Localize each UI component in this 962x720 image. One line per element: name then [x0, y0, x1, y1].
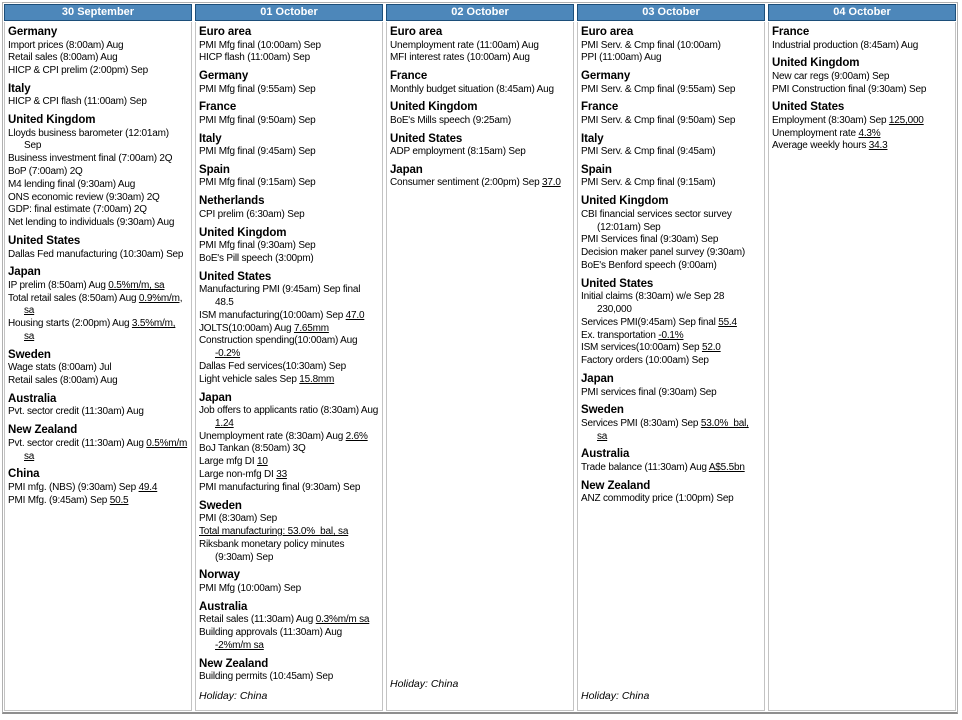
event-line	[199, 539, 379, 565]
country-heading: Spain	[581, 163, 612, 176]
event-value-underlined: 53.0% bal, sa	[597, 417, 749, 442]
event-line	[199, 52, 379, 65]
event-line	[581, 260, 761, 273]
event-text: PMI Mfg final (9:30am) Sep	[199, 240, 316, 252]
calendar-column-5	[768, 4, 956, 711]
event-text: JOLTS(10:00am) Aug	[199, 322, 294, 334]
event-text: Large mfg DI	[199, 456, 257, 468]
country-heading: United States	[772, 101, 845, 114]
event-line	[581, 84, 761, 97]
country-heading: Italy	[8, 82, 31, 95]
event-line	[8, 375, 188, 388]
event-line	[199, 177, 379, 190]
event-line	[199, 310, 379, 323]
event-text: Consumer sentiment (2:00pm) Sep	[390, 177, 543, 189]
country-heading: United Kingdom	[581, 195, 669, 208]
event-text: ONS economic review (9:30am) 2Q	[8, 191, 160, 203]
event-text: PMI Construction final (9:30am) Sep	[772, 83, 927, 95]
event-text: Dallas Fed manufacturing (10:30am) Sep	[8, 248, 184, 260]
event-line	[199, 40, 379, 53]
country-heading: United States	[390, 132, 463, 145]
calendar-table	[4, 4, 956, 711]
event-line	[199, 456, 379, 469]
event-text: PMI mfg. (NBS) (9:30am) Sep	[8, 481, 139, 493]
event-line	[581, 52, 761, 65]
event-text: Riksbank monetary policy minutes (9:30am) Sep	[199, 538, 345, 563]
country-heading: France	[581, 101, 619, 114]
event-line	[199, 209, 379, 222]
event-text: BoE's Pill speech (3:00pm)	[199, 252, 314, 264]
country-heading: United Kingdom	[390, 101, 478, 114]
event-line	[581, 209, 761, 235]
event-value-underlined: -0.1%	[658, 329, 684, 341]
event-text: PMI Mfg. (9:45am) Sep	[8, 494, 110, 506]
country-heading: Japan	[199, 391, 232, 404]
event-text: Employment (8:30am) Sep	[772, 114, 889, 126]
column-body	[386, 22, 574, 711]
event-line	[8, 204, 188, 217]
column-date-header: 04 October	[768, 4, 956, 21]
event-text: PMI (8:30am) Sep	[199, 513, 277, 525]
event-text: PMI Serv. & Cmp final (10:00am)	[581, 39, 721, 51]
event-text: Retail sales (8:00am) Aug	[8, 52, 118, 64]
event-text: Unemployment rate (11:00am) Aug	[390, 39, 539, 51]
column-body	[195, 22, 383, 711]
calendar-column-4	[577, 4, 765, 711]
event-text: Job offers to applicants ratio (8:30am) Aug	[199, 405, 379, 417]
country-heading: United Kingdom	[199, 226, 287, 239]
event-value-underlined: 1.24	[215, 417, 234, 429]
event-text: Dallas Fed services(10:30am) Sep	[199, 360, 346, 372]
event-line	[581, 146, 761, 159]
event-text: Unemployment rate	[772, 127, 859, 139]
event-line	[199, 583, 379, 596]
event-line	[581, 234, 761, 247]
event-line	[199, 526, 379, 539]
event-line	[581, 330, 761, 343]
event-text: PMI Serv. & Cmp final (9:55am) Sep	[581, 83, 736, 95]
event-line	[8, 362, 188, 375]
country-heading: United States	[581, 277, 654, 290]
event-text: ANZ commodity price (1:00pm) Sep	[581, 493, 734, 505]
event-line	[8, 217, 188, 230]
event-line	[8, 249, 188, 262]
event-line	[8, 293, 188, 319]
event-line	[581, 291, 761, 317]
event-text: Pvt. sector credit (11:30am) Aug	[8, 406, 144, 418]
event-line	[199, 335, 379, 361]
country-heading: New Zealand	[199, 657, 269, 670]
event-line	[581, 387, 761, 400]
event-text: Ex. transportation	[581, 329, 659, 341]
event-line	[581, 342, 761, 355]
event-value-underlined: 47.0	[345, 309, 365, 321]
event-text: M4 lending final (9:30am) Aug	[8, 178, 136, 190]
column-date-header: 02 October	[386, 4, 574, 21]
event-line	[8, 166, 188, 179]
event-text: BoJ Tankan (8:50am) 3Q	[199, 443, 306, 455]
column-body	[577, 22, 765, 711]
calendar-column-3	[386, 4, 574, 711]
event-line	[8, 495, 188, 508]
holiday-note: Holiday: China	[390, 678, 459, 690]
country-heading: Japan	[8, 266, 41, 279]
event-line	[8, 128, 188, 154]
country-heading: Australia	[8, 392, 57, 405]
event-line	[581, 115, 761, 128]
event-line	[199, 513, 379, 526]
event-text: Light vehicle sales Sep	[199, 373, 300, 385]
event-text: Initial claims (8:30am) w/e Sep 28 230,000	[581, 291, 725, 316]
country-heading: United Kingdom	[772, 57, 860, 70]
country-heading: United Kingdom	[8, 114, 96, 127]
event-line	[199, 253, 379, 266]
event-value-underlined: 34.3	[868, 140, 888, 152]
event-text: PMI Mfg final (9:15am) Sep	[199, 177, 316, 189]
event-text: Business investment final (7:00am) 2Q	[8, 153, 173, 165]
event-value-underlined: -0.2%	[215, 348, 241, 360]
event-value-underlined: 3.5%m/m, sa	[24, 318, 176, 343]
event-text: HICP & CPI flash (11:00am) Sep	[8, 96, 147, 108]
event-line	[772, 84, 952, 97]
country-heading: Euro area	[199, 26, 252, 38]
event-line	[199, 323, 379, 336]
event-text: Pvt. sector credit (11:30am) Aug	[8, 437, 147, 449]
event-value-underlined: 0.9%m/m, sa	[24, 292, 183, 317]
event-text: HICP flash (11:00am) Sep	[199, 52, 310, 64]
event-line	[199, 240, 379, 253]
event-line	[8, 438, 188, 464]
event-value-underlined: 0.5%m/m, sa	[108, 279, 165, 291]
event-line	[199, 115, 379, 128]
country-heading: Sweden	[581, 404, 624, 417]
event-text: Factory orders (10:00am) Sep	[581, 355, 709, 367]
country-heading: United States	[8, 235, 81, 248]
event-text: Lloyds business barometer (12:01am) Sep	[8, 127, 169, 152]
event-text: PMI Serv. & Cmp final (9:15am)	[581, 177, 716, 189]
event-text: PMI Mfg final (10:00am) Sep	[199, 39, 321, 51]
event-value-underlined: 55.4	[718, 316, 737, 328]
event-text: PMI Serv. & Cmp final (9:50am) Sep	[581, 114, 736, 126]
event-line	[8, 96, 188, 109]
event-line	[390, 52, 570, 65]
country-heading: Germany	[581, 70, 631, 83]
event-line	[581, 177, 761, 190]
calendar-column-2	[195, 4, 383, 711]
event-text: Average weekly hours	[772, 140, 869, 152]
event-line	[390, 146, 570, 159]
country-heading: France	[390, 70, 428, 83]
event-text: BoP (7:00am) 2Q	[8, 166, 83, 178]
event-line	[772, 40, 952, 53]
event-value-underlined: 0.3%m/m sa	[315, 614, 370, 626]
event-line	[8, 52, 188, 65]
event-text: PPI (11:00am) Aug	[581, 52, 662, 64]
event-line	[8, 179, 188, 192]
country-heading: New Zealand	[581, 479, 651, 492]
event-text: Industrial production (8:45am) Aug	[772, 39, 919, 51]
event-line	[390, 84, 570, 97]
country-heading: Sweden	[199, 499, 242, 512]
event-value-underlined: A$5.5bn	[708, 461, 745, 473]
event-text: Building approvals (11:30am) Aug	[199, 626, 342, 638]
calendar-column-1	[4, 4, 192, 711]
event-text: MFI interest rates (10:00am) Aug	[390, 52, 530, 64]
country-heading: Germany	[199, 70, 249, 83]
event-line	[581, 462, 761, 475]
event-text: Building permits (10:45am) Sep	[199, 671, 334, 682]
country-heading: Australia	[199, 600, 248, 613]
event-text: IP prelim (8:50am) Aug	[8, 279, 109, 291]
event-line	[199, 482, 379, 495]
event-text: CPI prelim (6:30am) Sep	[199, 208, 305, 220]
event-line	[199, 405, 379, 431]
event-value-underlined: 49.4	[138, 481, 158, 493]
event-line	[8, 406, 188, 419]
country-heading: Italy	[199, 132, 222, 145]
country-heading: Norway	[199, 569, 240, 582]
event-text: Retail sales (11:30am) Aug	[199, 614, 316, 626]
event-line	[772, 140, 952, 153]
event-line	[199, 84, 379, 97]
event-value-underlined: 0.5%m/m sa	[24, 437, 188, 462]
event-text: PMI Services final (9:30am) Sep	[581, 234, 719, 246]
event-value-underlined: 15.8mm	[299, 373, 335, 385]
event-text: BoE's Mills speech (9:25am)	[390, 114, 512, 126]
event-text: ADP employment (8:15am) Sep	[390, 146, 526, 158]
event-text: New car regs (9:00am) Sep	[772, 70, 890, 82]
country-heading: New Zealand	[8, 424, 78, 437]
country-heading: Japan	[581, 373, 614, 386]
column-date-header: 03 October	[577, 4, 765, 21]
event-line	[199, 361, 379, 374]
event-line	[772, 128, 952, 141]
country-heading: France	[772, 26, 810, 38]
event-line	[8, 482, 188, 495]
event-line	[581, 247, 761, 260]
event-line	[581, 493, 761, 506]
event-text: Total retail sales (8:50am) Aug	[8, 292, 139, 304]
event-text: PMI Mfg final (9:45am) Sep	[199, 146, 316, 158]
event-text: PMI Mfg final (9:50am) Sep	[199, 114, 316, 126]
event-text: BoE's Benford speech (9:00am)	[581, 259, 717, 271]
column-body	[4, 22, 192, 711]
event-text: Import prices (8:00am) Aug	[8, 39, 124, 51]
event-text: Construction spending(10:00am) Aug	[199, 335, 358, 347]
event-line	[581, 40, 761, 53]
event-text: Unemployment rate (8:30am) Aug	[199, 430, 346, 442]
event-value-underlined: -2%m/m sa	[215, 639, 264, 651]
event-line	[390, 115, 570, 128]
event-line	[8, 153, 188, 166]
event-text: Housing starts (2:00pm) Aug	[8, 318, 132, 330]
event-value-underlined: 2.6%	[345, 430, 368, 442]
event-line	[8, 318, 188, 344]
country-heading: Euro area	[581, 26, 634, 38]
country-heading: Italy	[581, 132, 604, 145]
event-line	[8, 40, 188, 53]
holiday-note: Holiday: China	[199, 690, 268, 702]
event-text: PMI services final (9:30am) Sep	[581, 386, 717, 398]
event-value-underlined: 10	[256, 456, 268, 468]
event-line	[8, 65, 188, 78]
event-text: Retail sales (8:00am) Aug	[8, 375, 118, 387]
event-text: GDP: final estimate (7:00am) 2Q	[8, 204, 147, 216]
event-line	[199, 627, 379, 653]
event-text: Trade balance (11:30am) Aug	[581, 461, 709, 473]
event-text: PMI manufacturing final (9:30am) Sep	[199, 481, 361, 493]
event-text: Decision maker panel survey (9:30am)	[581, 247, 745, 259]
event-line	[199, 284, 379, 310]
event-value-underlined: 4.3%	[858, 127, 881, 139]
country-heading: Japan	[390, 163, 423, 176]
event-value-underlined: 7.65mm	[293, 322, 329, 334]
event-line	[8, 280, 188, 293]
event-value-underlined: 50.5	[109, 494, 129, 506]
event-text: ISM manufacturing(10:00am) Sep	[199, 309, 346, 321]
country-heading: Australia	[581, 448, 630, 461]
event-line	[8, 192, 188, 205]
event-text: PMI Mfg (10:00am) Sep	[199, 582, 301, 594]
event-line	[772, 115, 952, 128]
economic-calendar	[2, 2, 958, 714]
event-text: ISM services(10:00am) Sep	[581, 342, 702, 354]
event-line	[199, 431, 379, 444]
country-heading: Netherlands	[199, 195, 265, 208]
column-date-header: 30 September	[4, 4, 192, 21]
event-value-underlined: 37.0	[542, 177, 561, 189]
event-value-underlined: 52.0	[701, 342, 721, 354]
country-heading: Spain	[199, 163, 230, 176]
event-line	[199, 443, 379, 456]
event-text: Services PMI(9:45am) Sep final	[581, 316, 719, 328]
event-value-underlined: 125,000	[888, 114, 924, 126]
event-text: Manufacturing PMI (9:45am) Sep final 48.5	[199, 284, 361, 308]
country-heading: Sweden	[8, 348, 51, 361]
event-value-underlined: Total manufacturing: 53.0% bal, sa	[199, 525, 349, 537]
event-line	[390, 40, 570, 53]
event-text: Large non-mfg DI	[199, 469, 277, 481]
event-line	[581, 418, 761, 444]
event-text: Net lending to individuals (9:30am) Aug	[8, 217, 175, 229]
event-line	[772, 71, 952, 84]
event-text: Wage stats (8:00am) Jul	[8, 362, 112, 374]
event-line	[581, 355, 761, 368]
column-date-header: 01 October	[195, 4, 383, 21]
country-heading: Euro area	[390, 26, 443, 38]
country-heading: Germany	[8, 26, 58, 38]
country-heading: United States	[199, 270, 272, 283]
event-line	[199, 469, 379, 482]
event-text: CBI financial services sector survey (12:01am) Sep	[581, 208, 732, 233]
column-body	[768, 22, 956, 711]
event-line	[390, 177, 570, 190]
country-heading: China	[8, 468, 40, 481]
event-text: PMI Mfg final (9:55am) Sep	[199, 83, 316, 95]
event-text: Monthly budget situation (8:45am) Aug	[390, 83, 554, 95]
event-text: HICP & CPI prelim (2:00pm) Sep	[8, 65, 148, 77]
holiday-note: Holiday: China	[581, 690, 650, 702]
event-value-underlined: 33	[276, 469, 287, 481]
event-line	[199, 146, 379, 159]
event-line	[199, 614, 379, 627]
event-text: Services PMI (8:30am) Sep	[581, 417, 701, 429]
event-text: PMI Serv. & Cmp final (9:45am)	[581, 146, 716, 158]
event-line	[199, 671, 379, 684]
event-line	[199, 374, 379, 387]
country-heading: France	[199, 101, 237, 114]
event-line	[581, 317, 761, 330]
